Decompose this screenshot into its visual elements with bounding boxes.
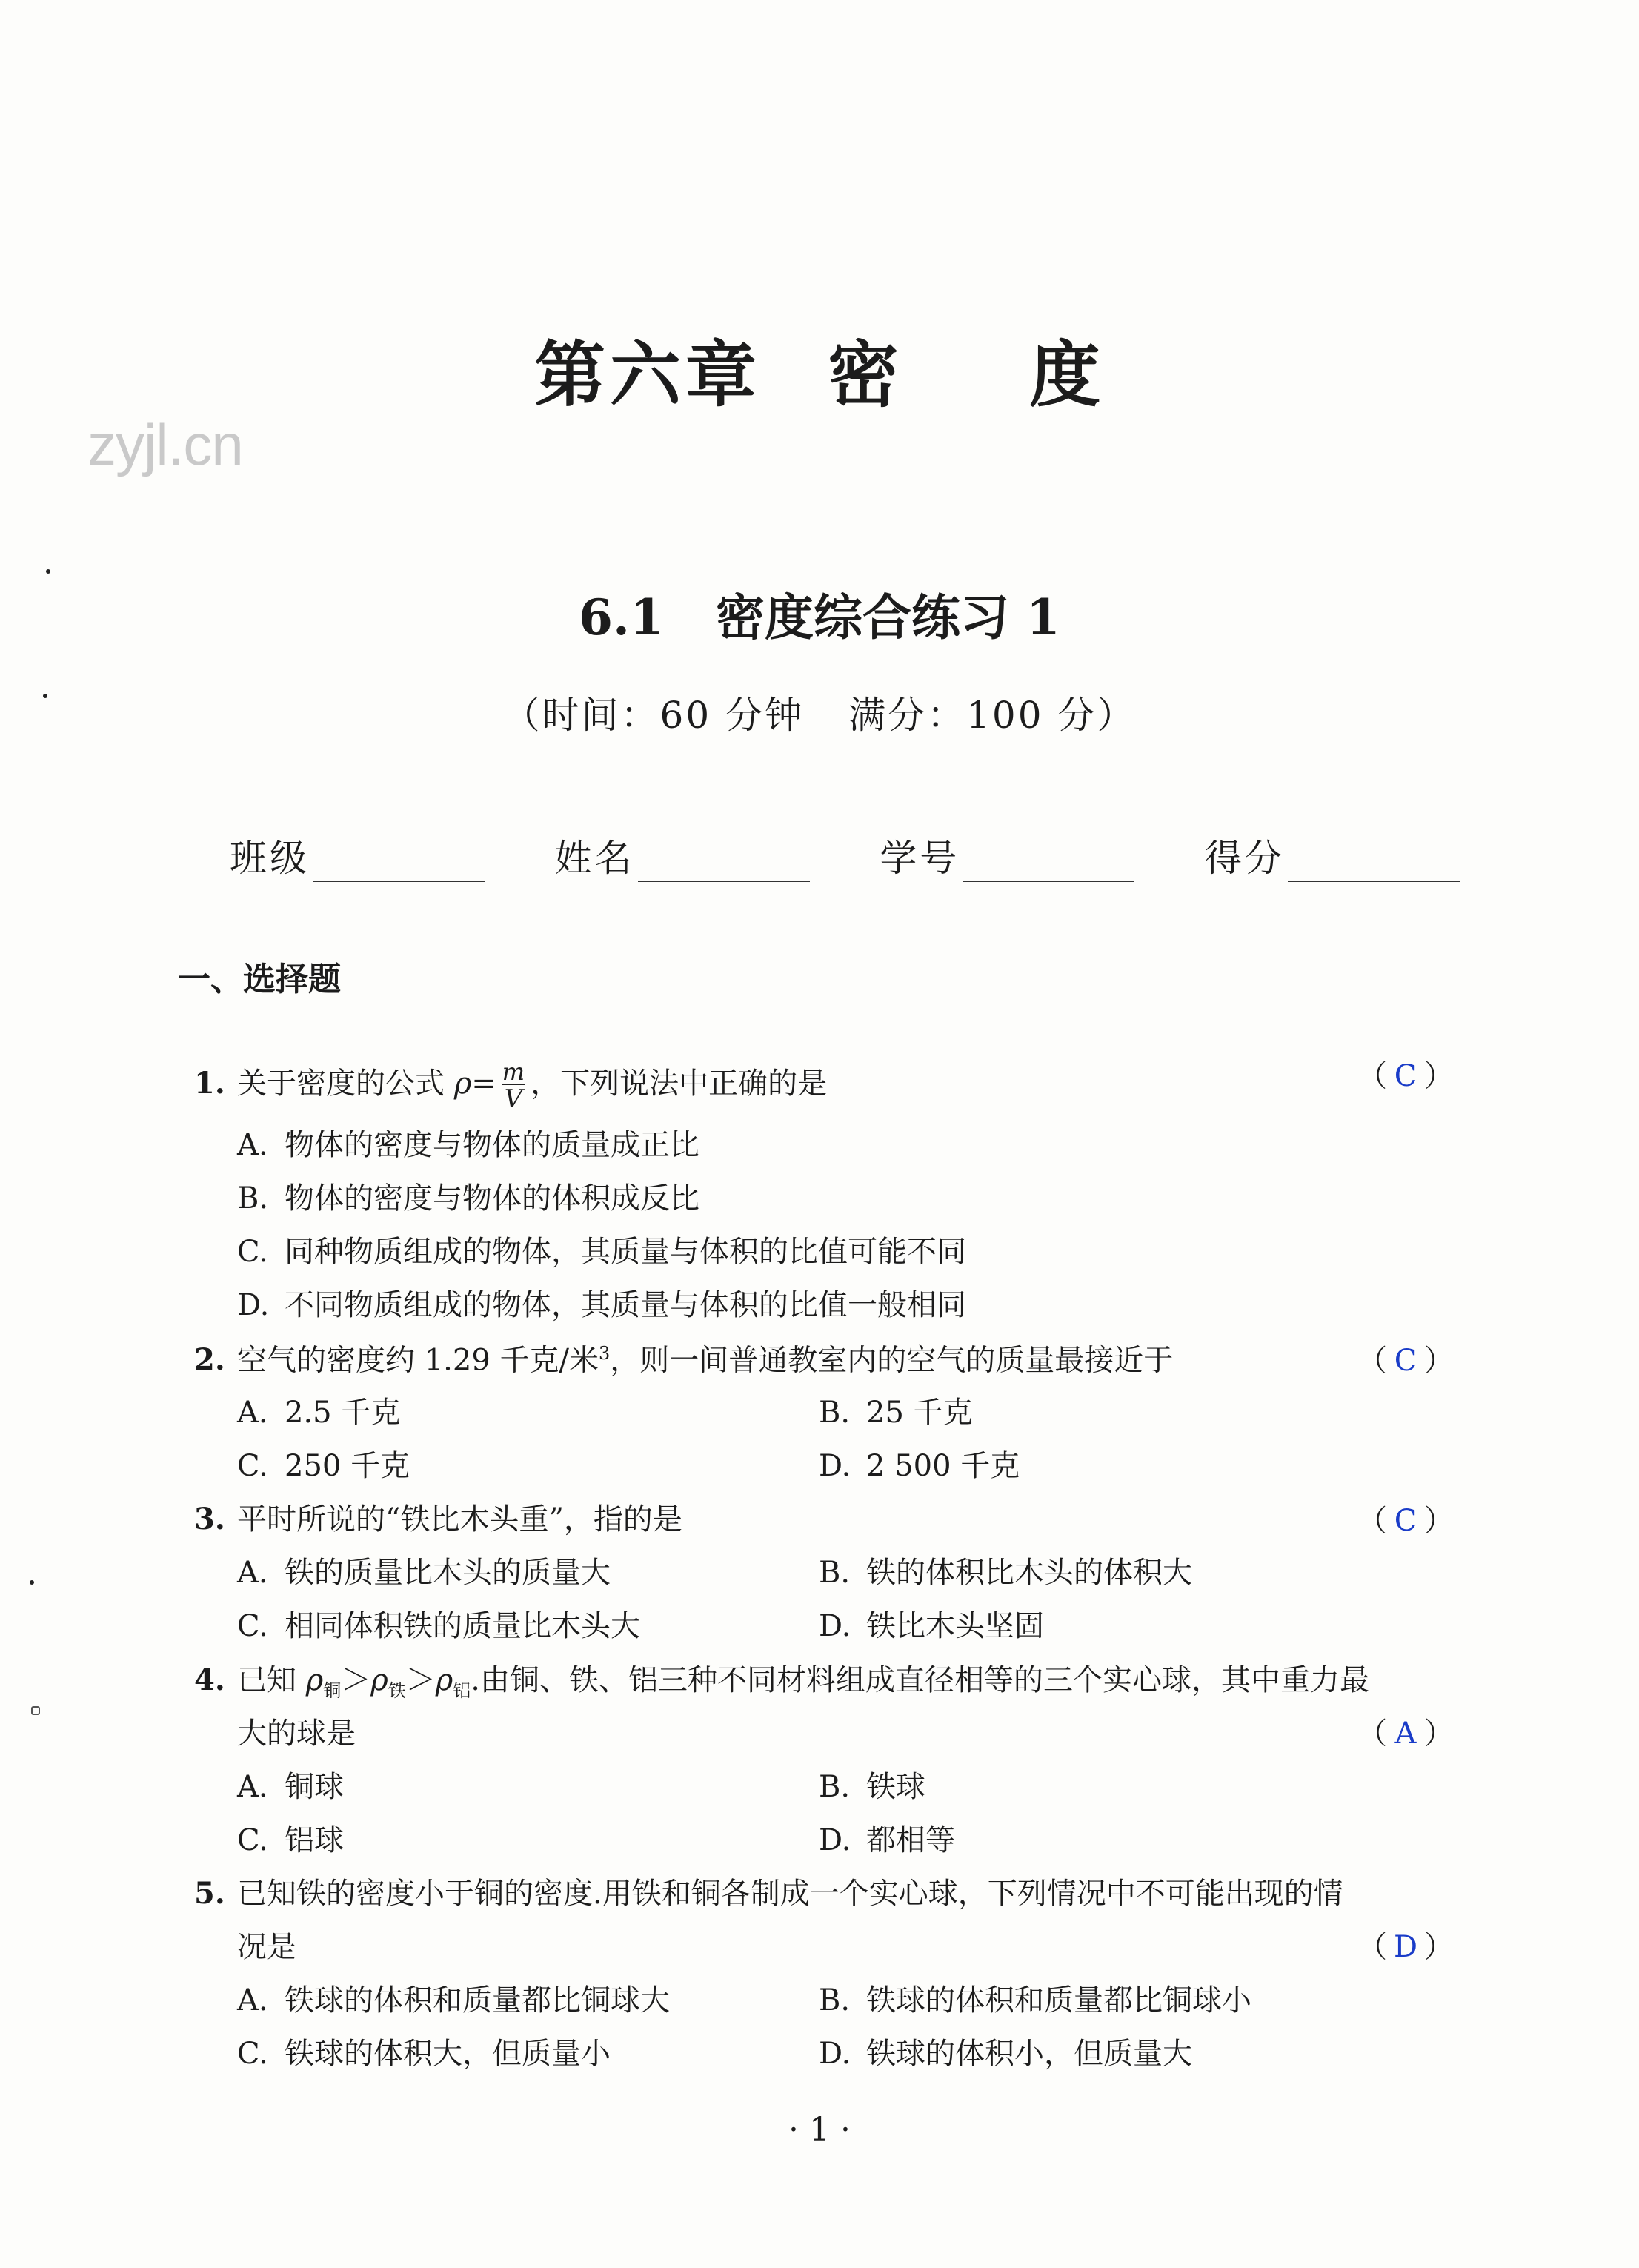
option-text: 250 千克 xyxy=(285,1449,410,1483)
formula-numerator: m xyxy=(502,1058,525,1086)
answer-paren-open: （ xyxy=(1357,1059,1387,1093)
superscript-3: 3 xyxy=(598,1343,611,1364)
time-limit: （时间：60 分钟 xyxy=(502,694,805,737)
option-a[interactable] xyxy=(237,1983,670,2017)
answer-letter: D xyxy=(1393,1930,1418,1964)
option-c[interactable] xyxy=(237,2039,611,2069)
option-d[interactable] xyxy=(819,1823,955,1857)
answer-5 xyxy=(1357,1932,1454,1962)
question-number: 2. xyxy=(194,1342,225,1378)
option-text: 都相等 xyxy=(866,1823,955,1857)
option-text: 铁球 xyxy=(866,1770,925,1804)
question-1 xyxy=(194,1060,827,1112)
option-label: C. xyxy=(237,1449,268,1483)
option-text: 2 500 千克 xyxy=(866,1449,1020,1483)
question-4-line-2: 大的球是 xyxy=(237,1717,356,1751)
answer-1 xyxy=(1357,1061,1454,1091)
option-text: 铁球的体积和质量都比铜球大 xyxy=(285,1983,670,2017)
answer-paren-open: （ xyxy=(1357,1717,1387,1751)
scan-speck xyxy=(31,1706,40,1715)
option-text: 相同体积铁的质量比木头大 xyxy=(285,1609,640,1643)
answer-2 xyxy=(1357,1346,1454,1376)
formula-fraction xyxy=(499,1060,528,1112)
question-number: 3. xyxy=(194,1502,225,1536)
answer-paren-close: ） xyxy=(1423,1930,1454,1964)
option-label: B. xyxy=(819,1556,851,1590)
watermark: zyjl.cn xyxy=(87,412,243,477)
rho-aluminum: ρ xyxy=(435,1663,453,1697)
rho-copper: ρ xyxy=(305,1663,324,1697)
option-label: A. xyxy=(237,1396,268,1430)
option-label: C. xyxy=(237,1609,268,1643)
option-label: D. xyxy=(819,2037,851,2071)
option-label: D. xyxy=(819,1823,851,1857)
full-score: 满分：100 分） xyxy=(848,694,1137,737)
scan-speck xyxy=(43,694,47,698)
option-text: 2.5 千克 xyxy=(285,1396,401,1430)
rho-iron: ρ xyxy=(370,1663,388,1697)
question-text-tail: .由铜、铁、铝三种不同材料组成直径相等的三个实心球，其中重力最 xyxy=(471,1663,1369,1697)
option-label: A. xyxy=(237,1556,268,1590)
question-text: 已知 xyxy=(237,1663,296,1697)
sub-iron: 铁 xyxy=(388,1680,406,1701)
chapter-title xyxy=(0,319,1639,420)
question-3 xyxy=(194,1502,682,1536)
question-text: 空气的密度约 1.29 千克/米 xyxy=(237,1343,599,1378)
option-text: 物体的密度与物体的体积成反比 xyxy=(285,1181,699,1216)
option-label: A. xyxy=(237,1983,268,2017)
option-text: 同种物质组成的物体，其质量与体积的比值可能不同 xyxy=(285,1235,966,1269)
option-text: 铝球 xyxy=(285,1823,344,1857)
student-id-field[interactable] xyxy=(880,823,1134,882)
option-a[interactable] xyxy=(237,1398,400,1428)
option-text: 不同物质组成的物体，其质量与体积的比值一般相同 xyxy=(285,1288,966,1322)
option-label: D. xyxy=(819,1609,851,1643)
option-a[interactable] xyxy=(237,1130,699,1160)
student-info-row xyxy=(230,823,1460,882)
option-c[interactable] xyxy=(237,1823,344,1857)
option-text: 铁的质量比木头的质量大 xyxy=(285,1556,611,1590)
answer-letter: C xyxy=(1394,1344,1417,1378)
exam-info xyxy=(0,686,1639,739)
question-text: 已知铁的密度小于铜的密度.用铁和铜各制成一个实心球，下列情况中不可能出现的情 xyxy=(237,1877,1343,1911)
option-b[interactable] xyxy=(237,1181,699,1216)
question-number: 1. xyxy=(194,1066,225,1101)
answer-paren-close: ） xyxy=(1423,1059,1454,1093)
option-label: C. xyxy=(237,1823,268,1857)
option-a[interactable] xyxy=(237,1558,611,1588)
scan-speck xyxy=(30,1580,34,1585)
question-text: 关于密度的公式 xyxy=(237,1067,445,1101)
option-text: 铁球的体积和质量都比铜球小 xyxy=(866,1983,1251,2017)
answer-paren-close: ） xyxy=(1423,1717,1454,1751)
question-text-tail: ，下列说法中正确的是 xyxy=(531,1067,828,1101)
option-d[interactable] xyxy=(819,2039,1192,2069)
score-field[interactable] xyxy=(1205,823,1460,882)
option-text: 铜球 xyxy=(285,1770,344,1804)
score-label: 得分 xyxy=(1204,837,1285,880)
scan-speck xyxy=(46,569,50,574)
answer-paren-open: （ xyxy=(1357,1344,1387,1378)
question-text: 平时所说的“铁比木头重”，指的是 xyxy=(237,1502,682,1536)
student-id-label: 学号 xyxy=(880,837,960,880)
option-d[interactable] xyxy=(237,1290,966,1320)
answer-paren-close: ） xyxy=(1423,1344,1454,1378)
sub-copper: 铜 xyxy=(323,1680,342,1701)
option-b[interactable] xyxy=(819,1398,973,1428)
option-text: 铁球的体积大，但质量小 xyxy=(285,2037,611,2071)
option-label: A. xyxy=(237,1128,268,1162)
answer-3 xyxy=(1357,1506,1454,1536)
question-4 xyxy=(194,1662,1369,1701)
answer-paren-open: （ xyxy=(1357,1504,1387,1538)
name-label: 姓名 xyxy=(554,837,635,880)
name-blank[interactable] xyxy=(638,839,810,882)
option-label: B. xyxy=(819,1770,851,1804)
answer-4 xyxy=(1357,1717,1454,1751)
chapter-word-1: 密 xyxy=(828,334,903,417)
answer-letter: A xyxy=(1394,1717,1417,1751)
option-text: 25 千克 xyxy=(866,1396,973,1430)
formula-equals: = xyxy=(471,1067,496,1101)
answer-paren-close: ） xyxy=(1423,1504,1454,1538)
option-label: D. xyxy=(819,1449,851,1483)
option-d[interactable] xyxy=(819,1451,1020,1481)
chapter-number: 第六章 xyxy=(534,334,761,417)
question-text-tail: ，则一间普通教室内的空气的质量最接近于 xyxy=(610,1343,1174,1378)
option-text: 铁球的体积小，但质量大 xyxy=(866,2037,1192,2071)
class-label: 班级 xyxy=(230,837,310,880)
question-2 xyxy=(194,1342,1174,1378)
answer-letter: C xyxy=(1394,1059,1417,1093)
section-name: 密度综合练习 1 xyxy=(715,588,1060,646)
option-c[interactable] xyxy=(237,1451,410,1481)
greater-than: ＞ xyxy=(405,1663,436,1697)
question-number: 4. xyxy=(194,1662,225,1697)
name-field[interactable] xyxy=(555,823,810,882)
option-text: 铁比木头坚固 xyxy=(866,1609,1044,1643)
option-c[interactable] xyxy=(237,1237,966,1267)
sub-aluminum: 铝 xyxy=(453,1680,471,1701)
score-blank[interactable] xyxy=(1288,839,1460,882)
question-number: 5. xyxy=(194,1876,225,1911)
option-d[interactable] xyxy=(819,1611,1044,1641)
class-field[interactable] xyxy=(230,823,485,882)
formula-denominator: V xyxy=(502,1084,526,1112)
option-c[interactable] xyxy=(237,1611,640,1641)
answer-paren-open: （ xyxy=(1357,1930,1387,1964)
answer-letter: C xyxy=(1394,1504,1417,1538)
option-label: A. xyxy=(237,1770,268,1804)
greater-than: ＞ xyxy=(341,1663,371,1697)
option-a[interactable] xyxy=(237,1772,344,1802)
option-text: 铁的体积比木头的体积大 xyxy=(866,1556,1192,1590)
part-title: 一、选择题 xyxy=(178,961,341,998)
page-number: · 1 · xyxy=(788,2111,851,2149)
option-label: C. xyxy=(237,2037,268,2071)
question-5-line-2: 况是 xyxy=(237,1930,296,1964)
chapter-word-2: 度 xyxy=(1029,334,1105,417)
question-5 xyxy=(194,1876,1343,1911)
option-b[interactable] xyxy=(819,1983,1251,2017)
option-label: B. xyxy=(819,1983,851,2017)
option-text: 物体的密度与物体的质量成正比 xyxy=(285,1128,699,1162)
class-blank[interactable] xyxy=(313,839,485,882)
option-label: C. xyxy=(237,1235,268,1269)
option-b[interactable] xyxy=(819,1772,925,1802)
formula-rho: ρ xyxy=(453,1067,472,1101)
section-number: 6.1 xyxy=(579,588,664,646)
student-id-blank[interactable] xyxy=(963,839,1134,882)
option-b[interactable] xyxy=(819,1558,1192,1588)
option-label: B. xyxy=(237,1181,269,1216)
option-label: D. xyxy=(237,1288,270,1322)
option-label: B. xyxy=(819,1396,851,1430)
section-title xyxy=(0,578,1639,649)
